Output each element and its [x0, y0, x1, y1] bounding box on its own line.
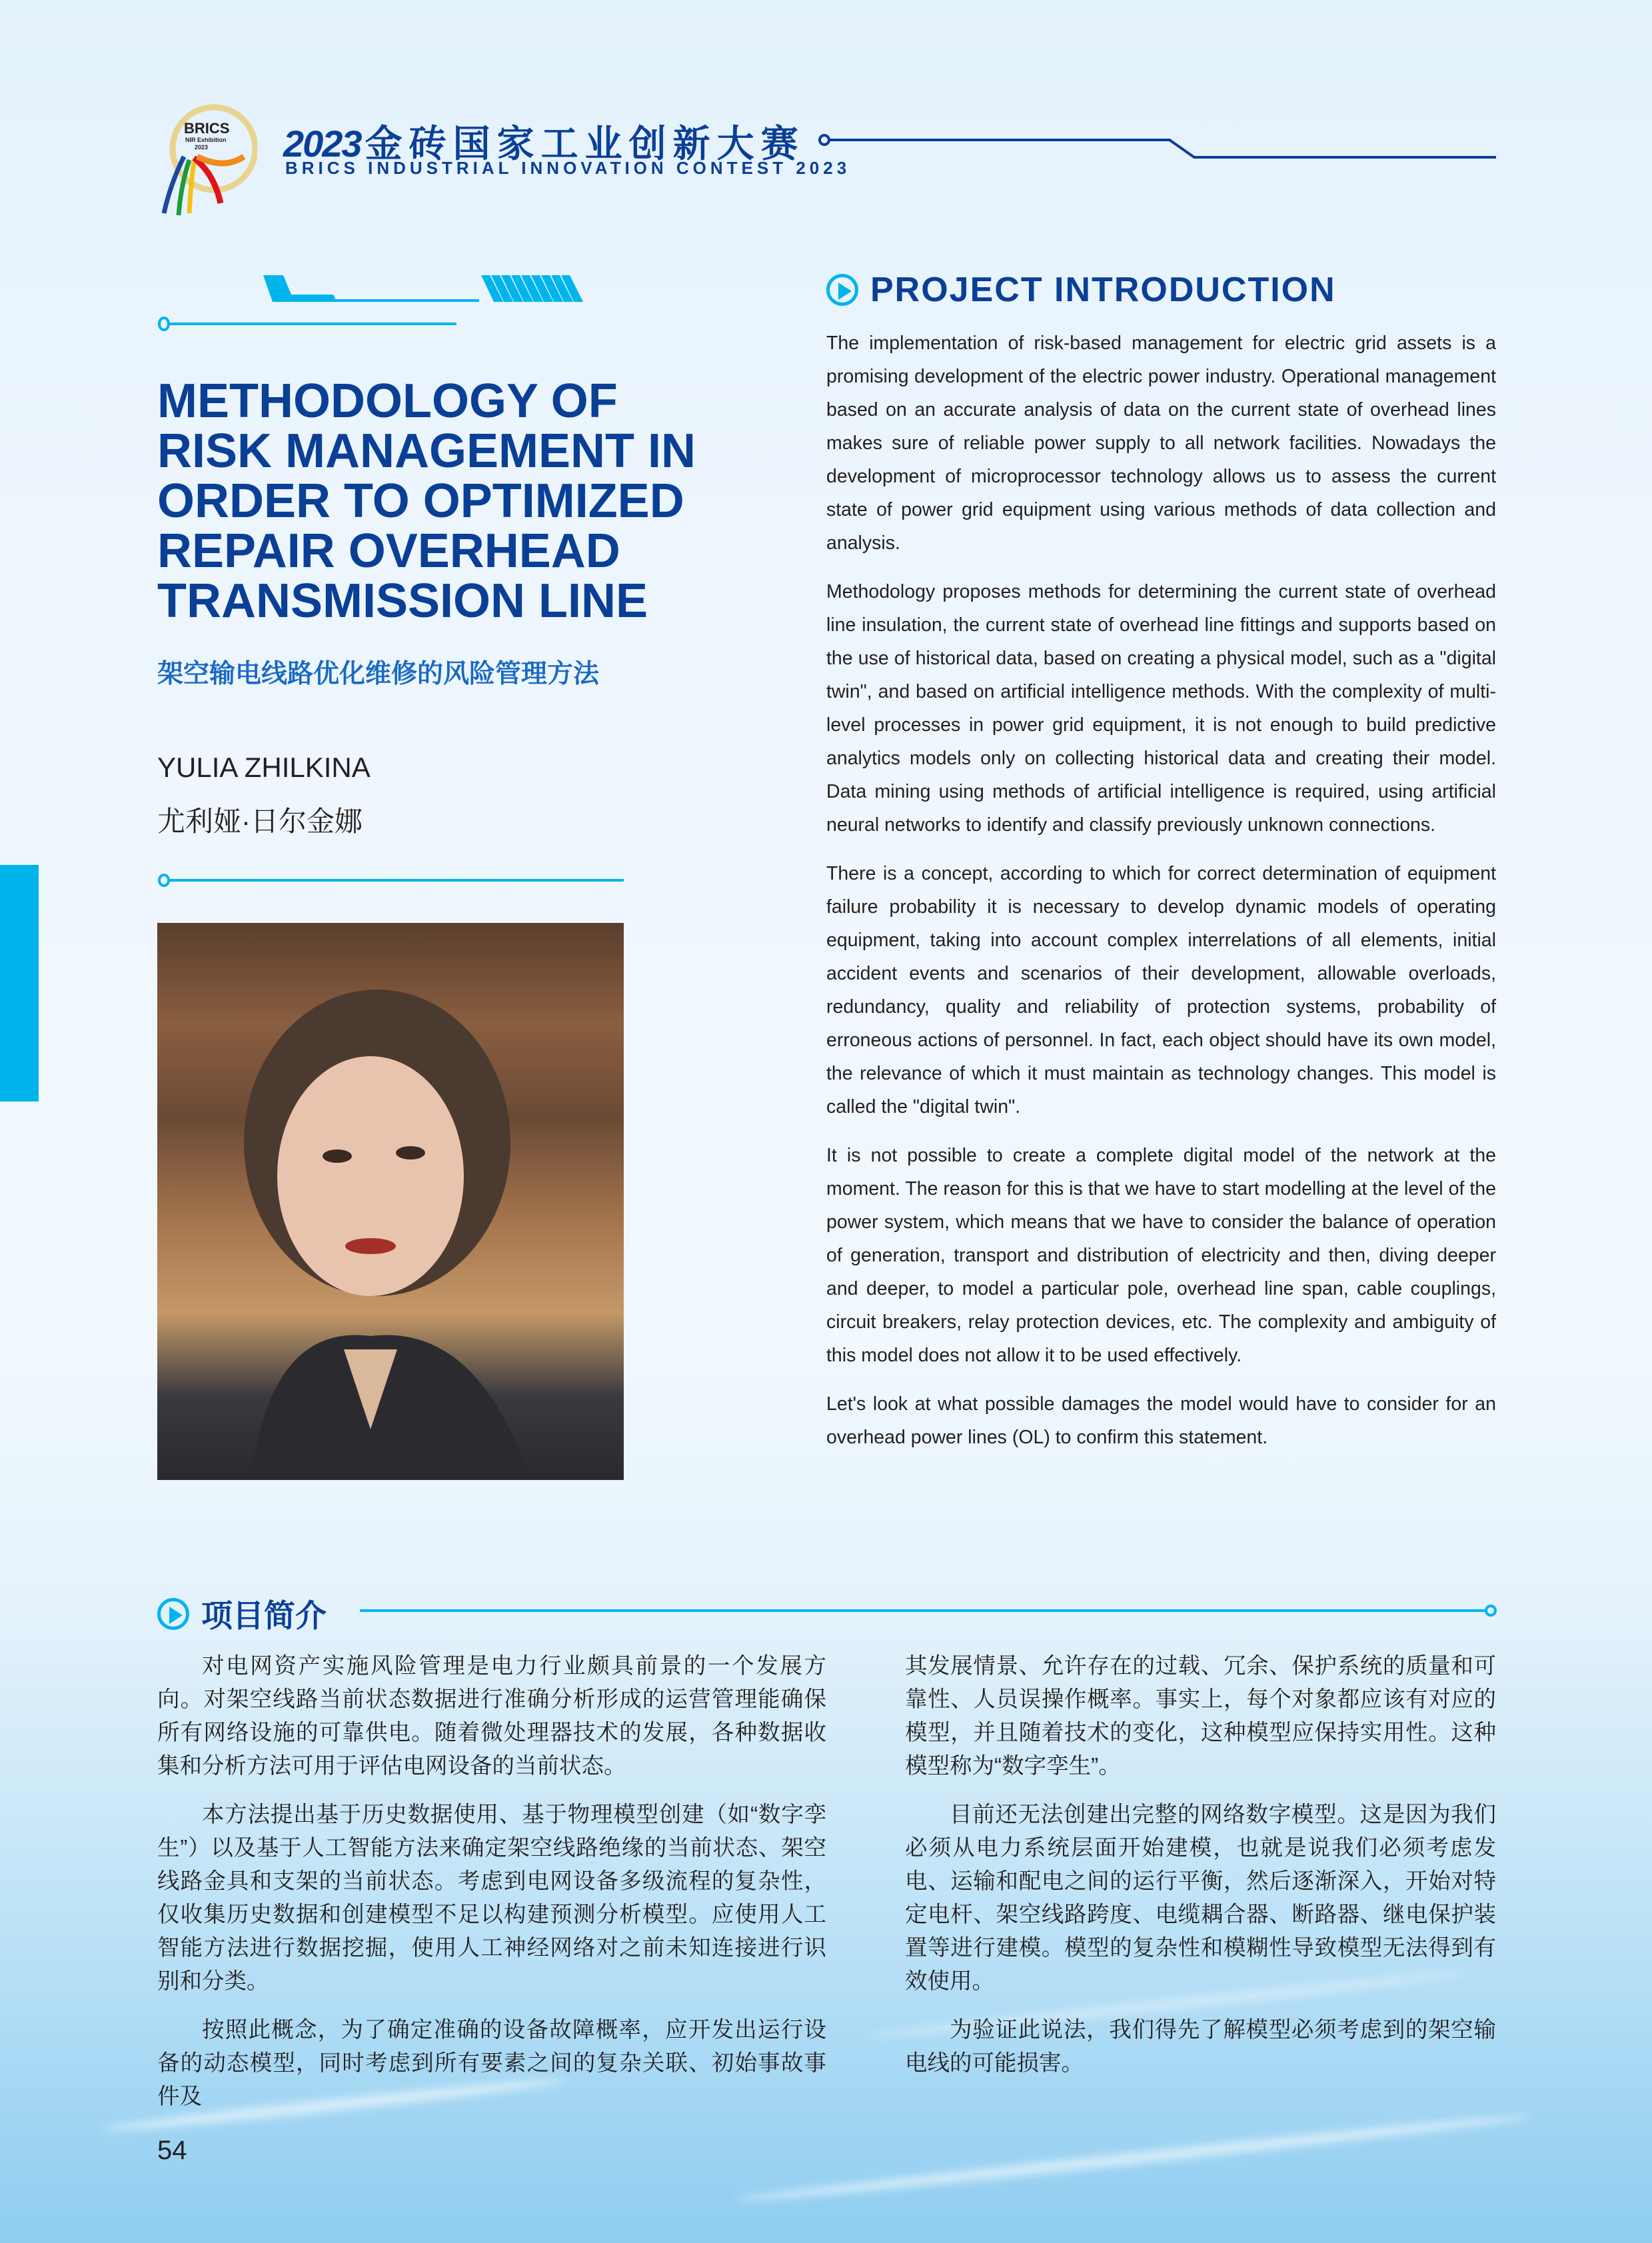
- intro-body-cn-right: [905, 1650, 1496, 2096]
- paragraph: 本方法提出基于历史数据使用、基于物理模型创建（如“数字孪生”）以及基于人工智能方法来确定架空线路绝缘的当前状态、架空线路金具和支架的当前状态。考虑到电网设备多级流程的复杂性，仅收集历史数据和创建模型不足以构建预测分析模型。应使用人工智能方法进行数据挖掘，使用人工神经网络对之前未知连接进行识别和分类。: [157, 1803, 826, 1994]
- contest-title-en: BRICS INDUSTRIAL INNOVATION CONTEST 2023: [285, 158, 851, 178]
- divider-line: [157, 873, 624, 888]
- paragraph: Methodology proposes methods for determining the current state of overhead line insulation, the current state of overhead line fittings and supports based on the use of historical data, based on creating a physical model, such as a "digital twin", and based on artificial intelligence methods. With the complexity of multi-level processes in power grid equipment, it is not enough to build predictive analytics models only on collecting historical data and creating their model. Data mining using methods of artificial intelligence is required, using artificial neural networks to identify and classify previously unknown connections.: [826, 581, 1496, 836]
- page-number: 54: [157, 2136, 187, 2165]
- paragraph: 目前还无法创建出完整的网络数字模型。这是因为我们必须从电力系统层面开始建模，也就是说我们必须考虑发电、运输和配电之间的运行平衡，然后逐渐深入，开始对特定电杆、架空线路跨度、电缆耦合器、断路器、继电保护装置等进行建模。模型的复杂性和模糊性导致模型无法得到有效使用。: [905, 1803, 1496, 1994]
- logo-year: 2023: [195, 144, 209, 151]
- background-streak: [734, 2110, 1531, 2206]
- side-accent-bar: [0, 865, 39, 1102]
- heading-text: 项目简介: [201, 1598, 327, 1633]
- heading-text: PROJECT INTRODUCTION: [870, 271, 1336, 309]
- logo-line2: NIR Exhibition: [185, 137, 227, 143]
- author-name: YULIA ZHILKINA: [157, 752, 371, 783]
- paragraph: 为验证此说法，我们得先了解模型必须考虑到的架空输电线的可能损害。: [905, 2018, 1496, 2076]
- paragraph: Let's look at what possible damages the model would have to consider for an overhead power lines (OL) to confirm this statement.: [826, 1393, 1496, 1448]
- heading-rule: [360, 1603, 1501, 1618]
- intro-body-en: [826, 327, 1496, 1469]
- author-photo: [157, 923, 624, 1480]
- article-title: METHODOLOGY OF RISK MANAGEMENT IN ORDER TO OPTIMIZED REPAIR OVERHEAD TRANSMISSION LINE: [157, 374, 696, 628]
- paragraph: It is not possible to create a complete digital model of the network at the moment. The reason for this is that we have to start modelling at the level of the power system, which means that we have to consider the balance of operation of generation, transport and distribution of electricity and then, diving deeper and deeper, to model a particular pole, overhead line span, cable couplings, circuit breakers, relay protection devices, etc. The complexity and ambiguity of this model does not allow it to be used effectively.: [826, 1145, 1496, 1366]
- author-name-cn: 尤利娅·日尔金娜: [157, 806, 363, 837]
- project-introduction-heading-cn: [157, 1591, 327, 1636]
- article-title-cn: 架空输电线路优化维修的风险管理方法: [157, 660, 600, 688]
- play-icon: [826, 274, 858, 306]
- contest-year: 2023: [283, 123, 361, 165]
- paragraph: 按照此概念，为了确定准确的设备故障概率，应开发出运行设备的动态模型，同时考虑到所有要素之间的复杂关联、初始事故事件及: [157, 2018, 826, 2109]
- intro-body-cn-left: [157, 1650, 826, 2129]
- project-introduction-heading: [826, 270, 1336, 310]
- paragraph: There is a concept, according to which for correct determination of equipment failure probability it is necessary to develop dynamic models of operating equipment, taking into account complex interrelations of all elements, initial accident events and scenarios of their development, allowable overloads, redundancy, quality and reliability of protection systems, probability of erroneous actions of personnel. In fact, each object should have its own model, the relevance of which it must maintain as technology changes. This model is called the "digital twin".: [826, 863, 1496, 1118]
- contest-name-cn: 金砖国家工业创新大赛: [365, 123, 805, 165]
- paragraph: The implementation of risk-based management for electric grid assets is a promising development of the electric power industry. Operational management based on an accurate analysis of data on the current state of overhead lines makes sure of reliable power supply to all network facilities. Nowadays the development of microprocessor technology allows us to assess the current state of power grid equipment using various methods of data collection and analysis.: [826, 333, 1496, 554]
- paragraph: 其发展情景、允许存在的过载、冗余、保护系统的质量和可靠性、人员误操作概率。事实上，每个对象都应该有对应的模型，并且随着技术的变化，这种模型应保持实用性。这种模型称为“数字孪生”。: [905, 1654, 1496, 1779]
- paragraph: 对电网资产实施风险管理是电力行业颇具前景的一个发展方向。对架空线路当前状态数据进行准确分析形成的运营管理能确保所有网络设施的可靠供电。随着微处理器技术的发展，各种数据收集和分析方法可用于评估电网设备的当前状态。: [157, 1654, 826, 1779]
- logo-brand: BRICS: [184, 120, 230, 137]
- play-icon: [157, 1598, 189, 1630]
